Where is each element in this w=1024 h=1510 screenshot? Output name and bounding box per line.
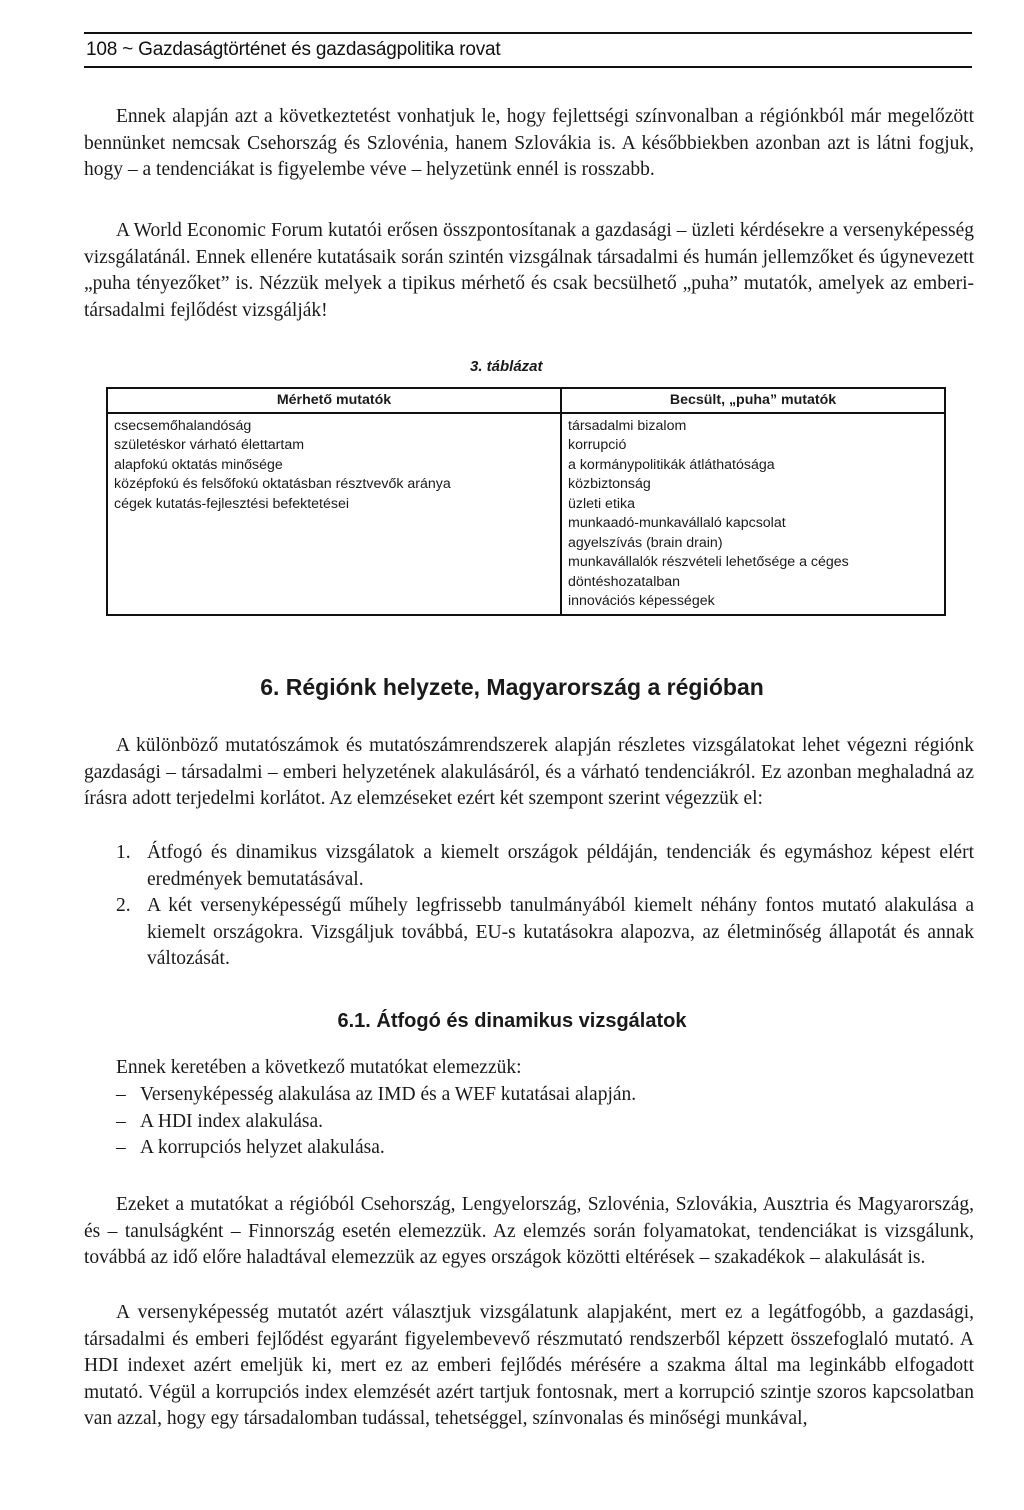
measurable-item: cégek kutatás-fejlesztési befektetései	[114, 495, 350, 512]
section-6-1-heading: 6.1. Átfogó és dinamikus vizsgálatok	[337, 1010, 687, 1032]
intro-paragraph-2: A World Economic Forum kutatói erősen összpontosítanak a gazdasági – üzleti kérdésekre a versenyképesség vizsgálatánál. Ennek ellenére kutatásaik során szintén vizsgálnak társadalmi és humán jellemzőket és úgynevezett „puha tényezőket” is. Nézzük melyek a tipikus mérhető és csak becsülhető „puha” mutatók, amelyek az emberi-társadalmi fejlődést vizsgálják!	[84, 220, 974, 321]
dash-list	[84, 1082, 974, 1162]
dash-list-item	[84, 1109, 974, 1136]
numbered-list-item	[84, 840, 974, 893]
section-6-1-paragraph-2: A versenyképesség mutatót azért választjuk vizsgálatunk alapjaként, mert ez a legátfogóbb, a gazdasági, társadalmi és emberi fejlődést egyaránt figyelembevevő részmutató rendszerből képzett összefoglaló mutató. A HDI indexet azért emeljük ki, mert ez az emberi fejlődés mérésére a szakma által ma leginkább elfogadott mutató. Végül a korrupciós index elemzését azért tartjuk fontosnak, mert a korrupció szintje szoros kapcsolatban van azzal, hogy egy társadalomban tudással, tehetséggel, színvonalas és minőségi munkával,	[84, 1302, 974, 1429]
dash-list-item	[84, 1135, 974, 1162]
estimated-item: munkaadó-munkavállaló kapcsolat	[568, 515, 786, 531]
estimated-item: üzleti etika	[568, 495, 636, 512]
measurable-column	[107, 413, 561, 615]
measurable-item: középfokú és felsőfokú oktatásban résztvevők aránya	[114, 476, 451, 492]
section-6-1-paragraph-1: Ezeket a mutatókat a régióból Csehország, Lengyelország, Szlovénia, Szlovákia, Ausztria és Magyarország, és – tanulságként – Finnország esetén elemezzük. Az elemzés során folyamatokat, tendenciákat is vizsgálunk, továbbá az idő előre haladtával elemezzük az egyes országok közötti eltérések – szakadékok – alakulását is.	[84, 1194, 974, 1268]
estimated-item: agyelszívás (brain drain)	[568, 534, 723, 551]
table-header-measurable: Mérhető mutatók	[107, 388, 561, 413]
list-number: 1.	[116, 842, 131, 863]
indicators-table	[106, 387, 946, 616]
list-dash: –	[116, 1137, 126, 1158]
dash-list-item	[84, 1082, 974, 1109]
estimated-item: korrupció	[568, 437, 627, 453]
section-6-1-lead: Ennek keretében a következő mutatókat elemezzük:	[116, 1057, 522, 1078]
list-text: Átfogó és dinamikus vizsgálatok a kiemelt országok példáján, tendenciák és egymáshoz képest elért eredmények bemutatásával.	[147, 842, 974, 890]
list-dash: –	[116, 1084, 126, 1105]
measurable-item: születéskor várható élettartam	[114, 437, 305, 453]
estimated-item: közbiztonság	[568, 476, 651, 492]
estimated-item: innovációs képességek	[568, 593, 715, 609]
table-caption: 3. táblázat	[470, 358, 543, 375]
running-title: 108 ~ Gazdaságtörténet és gazdaságpolitika rovat	[86, 39, 501, 60]
numbered-list-item	[84, 893, 974, 973]
numbered-list	[84, 840, 974, 973]
list-text: A HDI index alakulása.	[140, 1110, 324, 1132]
list-text: Versenyképesség alakulása az IMD és a WEF kutatásai alapján.	[140, 1084, 637, 1105]
measurable-item: csecsemőhalandóság	[114, 417, 252, 434]
section-6-paragraph: A különböző mutatószámok és mutatószámrendszerek alapján részletes vizsgálatokat lehet végezni régiónk gazdasági – társadalmi – emberi helyzetének alakulásáról, és a várható tendenciákról. Ez azonban meghaladná az írásra adott terjedelmi korlátot. Az elemzéseket ezért két szempont szerint végezzük el:	[84, 735, 974, 809]
running-header	[84, 32, 972, 68]
intro-paragraph-1: Ennek alapján azt a következtetést vonhatjuk le, hogy fejlettségi színvonalban a régiónkból már megelőzött bennünket nemcsak Csehország és Szlovénia, hanem Szlovákia is. A későbbiekben azonban azt is látni fogjuk, hogy – a tendenciákat is figyelembe véve – helyzetünk ennél is rosszabb.	[84, 106, 974, 180]
section-6-heading: 6. Régiónk helyzete, Magyarország a régióban	[260, 674, 764, 700]
table-header-estimated: Becsült, „puha” mutatók	[561, 388, 945, 413]
estimated-item: társadalmi bizalom	[568, 417, 687, 434]
list-dash: –	[116, 1110, 126, 1132]
list-text: A korrupciós helyzet alakulása.	[140, 1137, 385, 1158]
estimated-item: munkavállalók részvételi lehetősége a céges döntéshozatalban	[568, 554, 849, 590]
measurable-item: alapfokú oktatás minősége	[114, 456, 283, 473]
list-number: 2.	[116, 895, 131, 916]
estimated-column	[561, 413, 945, 615]
list-text: A két versenyképességű műhely legfrissebb tanulmányából kiemelt néhány fontos mutató alakulása a kiemelt országokra. Vizsgáljuk továbbá, EU-s kutatásokra alapozva, az életminőség állapotát és annak változását.	[147, 895, 974, 969]
estimated-item: a kormánypolitikák átláthatósága	[568, 456, 775, 473]
